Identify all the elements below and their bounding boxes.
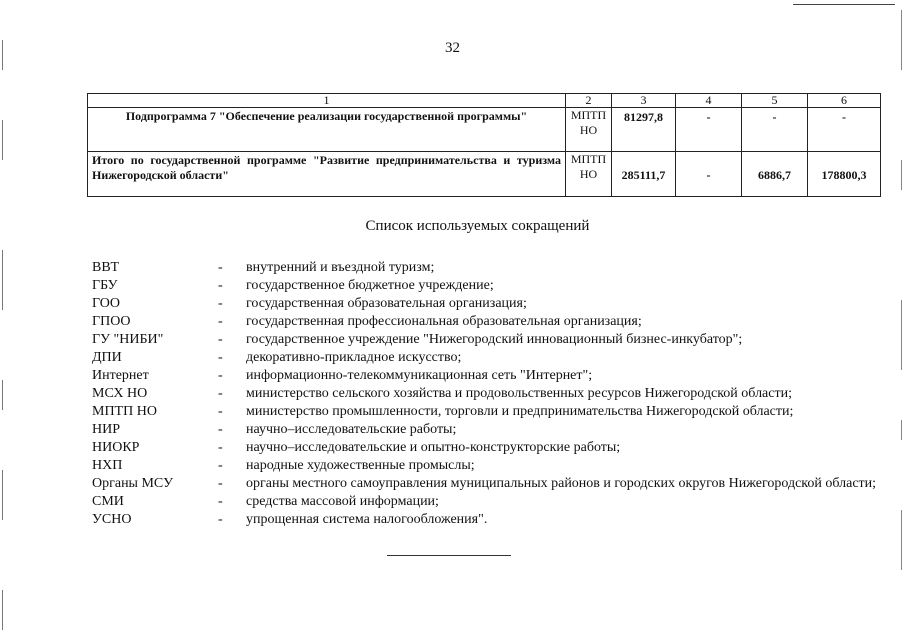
abbreviation-meaning: министерство промышленности, торговли и предпринимательства Нижегородской области; (246, 404, 794, 419)
table-cell-value: 178800,3 (808, 152, 881, 197)
abbreviation-meaning: информационно-телекоммуникационная сеть "Интернет"; (246, 368, 593, 383)
table-cell-value: - (676, 152, 742, 197)
abbreviation-meaning: государственное учреждение "Нижегородский инновационный бизнес-инкубатор"; (246, 332, 743, 347)
abbreviation-item (92, 457, 882, 475)
table-cell-value: - (808, 108, 881, 152)
abbreviations-list (92, 259, 882, 529)
abbreviation-code: НИР (92, 422, 121, 437)
table-cell-value: - (676, 108, 742, 152)
abbreviation-meaning: государственное бюджетное учреждение; (246, 278, 494, 293)
abbreviation-item (92, 349, 882, 367)
abbreviation-meaning: государственная профессиональная образовательная организация; (246, 314, 642, 329)
abbreviation-item (92, 277, 882, 295)
abbreviation-item (92, 511, 882, 529)
abbreviation-code: УСНО (92, 512, 132, 527)
table-cell-value: 81297,8 (612, 108, 676, 152)
abbreviation-code: ВВТ (92, 260, 120, 275)
abbreviation-dash: - (218, 278, 223, 293)
abbreviation-code: СМИ (92, 494, 124, 509)
abbreviation-item (92, 475, 882, 493)
abbreviation-meaning: средства массовой информации; (246, 494, 439, 509)
table-header-cell: 1 (88, 94, 566, 108)
abbreviation-meaning: органы местного самоуправления муниципальных районов и городских округов Нижегородской области; (246, 476, 877, 491)
abbreviation-code: ГПОО (92, 314, 131, 329)
table-header-cell: 3 (612, 94, 676, 108)
table-cell-value: - (742, 108, 808, 152)
abbreviation-item (92, 367, 882, 385)
abbreviation-item (92, 295, 882, 313)
abbreviation-dash: - (218, 422, 223, 437)
abbreviation-code: Органы МСУ (92, 476, 173, 491)
footer-rule (387, 555, 511, 556)
abbreviation-meaning: декоративно-прикладное искусство; (246, 350, 462, 365)
table-cell-value: 285111,7 (612, 152, 676, 197)
abbreviation-code: ГОО (92, 296, 120, 311)
abbreviation-code: НИОКР (92, 440, 140, 455)
abbreviation-dash: - (218, 368, 223, 383)
table-row (88, 152, 881, 197)
abbreviation-dash: - (218, 458, 223, 473)
abbreviation-item (92, 313, 882, 331)
abbreviation-item (92, 439, 882, 457)
table-header-row (88, 94, 881, 108)
abbreviation-meaning: государственная образовательная организация; (246, 296, 527, 311)
abbreviation-meaning: министерство сельского хозяйства и продовольственных ресурсов Нижегородской области; (246, 386, 792, 401)
abbreviation-dash: - (218, 314, 223, 329)
abbreviation-dash: - (218, 512, 223, 527)
abbreviation-code: НХП (92, 458, 123, 473)
abbreviation-item (92, 403, 882, 421)
abbreviation-dash: - (218, 296, 223, 311)
budget-table (87, 93, 881, 197)
table-cell-responsible: МПТП НО (566, 108, 612, 152)
abbreviation-dash: - (218, 260, 223, 275)
abbreviation-dash: - (218, 494, 223, 509)
abbreviation-code: МПТП НО (92, 404, 157, 419)
table-header-cell: 5 (742, 94, 808, 108)
page-number: 32 (445, 40, 460, 56)
abbreviation-dash: - (218, 350, 223, 365)
abbreviation-item (92, 331, 882, 349)
top-rule (793, 4, 895, 5)
abbreviation-dash: - (218, 386, 223, 401)
table-header-cell: 4 (676, 94, 742, 108)
abbreviation-meaning: упрощенная система налогообложения". (246, 512, 488, 527)
abbreviation-meaning: народные художественные промыслы; (246, 458, 475, 473)
abbreviation-item (92, 421, 882, 439)
scan-edge-left (2, 0, 3, 640)
abbreviation-item (92, 385, 882, 403)
table-header-cell: 2 (566, 94, 612, 108)
table-cell-responsible: МПТП НО (566, 152, 612, 197)
table-cell-name: Итого по государственной программе "Развитие предпринимательства и туризма Нижегородской области" (88, 152, 566, 197)
table-header-cell: 6 (808, 94, 881, 108)
table-cell-name: Подпрограмма 7 "Обеспечение реализации государственной программы" (88, 108, 566, 152)
abbreviation-meaning: научно–исследовательские работы; (246, 422, 457, 437)
table-row (88, 108, 881, 152)
abbreviation-dash: - (218, 440, 223, 455)
scan-edge-right (901, 0, 902, 640)
abbreviation-code: МСХ НО (92, 386, 148, 401)
abbreviation-item (92, 259, 882, 277)
abbreviation-dash: - (218, 476, 223, 491)
abbreviation-meaning: внутренний и въездной туризм; (246, 260, 435, 275)
table-cell-value: 6886,7 (742, 152, 808, 197)
abbreviation-code: ДПИ (92, 350, 122, 365)
abbreviation-dash: - (218, 332, 223, 347)
abbreviation-code: ГБУ (92, 278, 118, 293)
abbreviation-item (92, 493, 882, 511)
abbreviations-title: Список используемых сокращений (365, 218, 590, 234)
abbreviation-code: Интернет (92, 368, 149, 383)
abbreviation-dash: - (218, 404, 223, 419)
abbreviation-meaning: научно–исследовательские и опытно-конструкторские работы; (246, 440, 621, 455)
abbreviation-code: ГУ "НИБИ" (92, 332, 164, 347)
